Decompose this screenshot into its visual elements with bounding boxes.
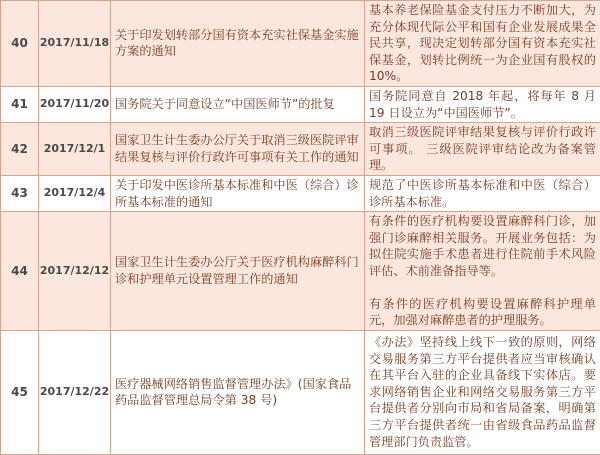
- row-number: 40: [1, 1, 39, 87]
- row-number: 41: [1, 86, 39, 122]
- row-date: 2017/12/4: [39, 175, 111, 211]
- row-date: 2017/11/18: [39, 1, 111, 87]
- policy-title: 关于印发划转部分国有资本充实社保基金实施方案的通知: [111, 1, 365, 87]
- policy-title: 医疗器械网络销售监督管理办法》(国家食品药品监督管理总局令第 38 号): [111, 330, 365, 454]
- table-row: [1, 212, 600, 331]
- table-row: [1, 175, 600, 211]
- policy-summary: 基本养老保险基金支付压力不断加大，为充分体现代际公平和国有企业发展成果全民共享，现决定划转部分国有资本充实社保基金，划转比例统一为企业国有股权的10%。: [365, 1, 600, 87]
- policy-summary: 规范了中医诊所基本标准和中医（综合）诊所基本标准。: [365, 175, 600, 211]
- policy-title: 国家卫生计生委办公厅关于医疗机构麻醉科门诊和护理单元设置管理工作的通知: [111, 212, 365, 331]
- policy-title: 关于印发中医诊所基本标准和中医（综合）诊所基本标准的通知: [111, 175, 365, 211]
- table-row: [1, 86, 600, 122]
- policy-summary: 取消三级医院评审结果复核与评价行政许可事项。 三级医院评审结论改为备案管理。: [365, 123, 600, 176]
- policy-title: 国家卫生计生委办公厅关于取消三级医院评审结果复核与评价行政许可事项有关工作的通知: [111, 123, 365, 176]
- table-row: [1, 1, 600, 87]
- row-number: 44: [1, 212, 39, 331]
- policy-summary: 《办法》坚持线上线下一致的原则，网络交易服务第三方平台提供者应当审核确认在其平台入驻的企业具备线下实体店。要求网络销售企业和网络交易服务第三方平台提供者分别向市局和省局备案，明确第三方平台提供者统一由省级食品药品监督管理部门负责监管。: [365, 330, 600, 454]
- row-number: 43: [1, 175, 39, 211]
- policy-summary: 国务院同意自 2018 年起，将每年 8 月 19 日设立为“中国医师节”。: [365, 86, 600, 122]
- row-date: 2017/11/20: [39, 86, 111, 122]
- table-row: [1, 123, 600, 176]
- row-number: 42: [1, 123, 39, 176]
- row-number: 45: [1, 330, 39, 454]
- row-date: 2017/12/12: [39, 212, 111, 331]
- row-date: 2017/12/1: [39, 123, 111, 176]
- policy-summary: 有条件的医疗机构要设置麻醉科门诊，加强门诊麻醉相关服务。开展业务包括：为拟住院实施手术患者进行住院前手术风险评估、术前准备指导等。 有条件的医疗机构要设置麻醉科护理单元，加强对麻醉患者的护理服务。: [365, 212, 600, 331]
- row-date: 2017/12/22: [39, 330, 111, 454]
- policy-title: 国务院关于同意设立“中国医师节”的批复: [111, 86, 365, 122]
- table-row: [1, 330, 600, 454]
